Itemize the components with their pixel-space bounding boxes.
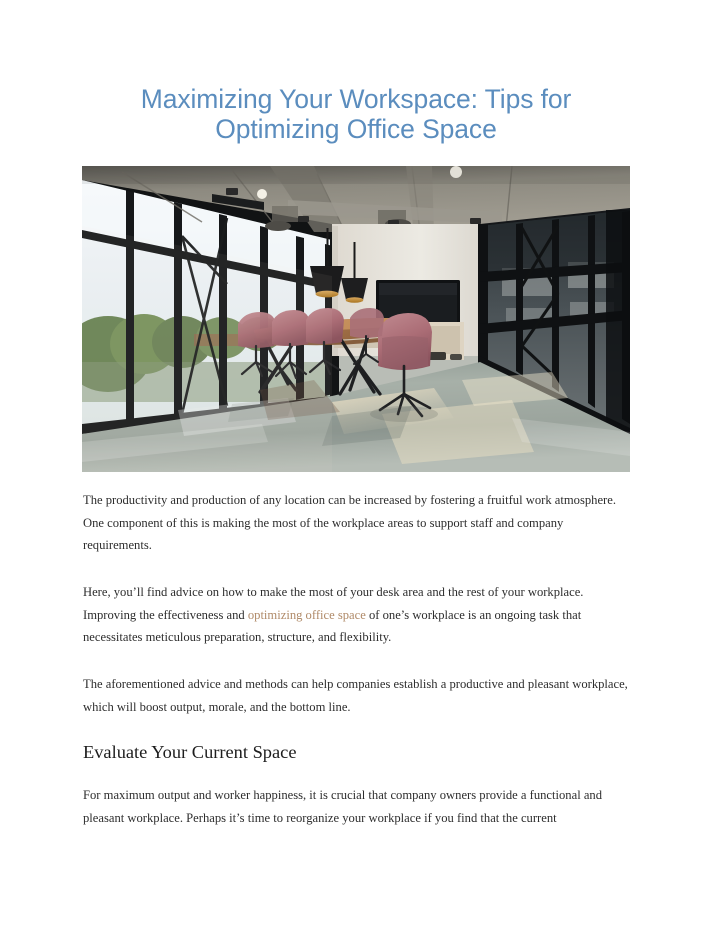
page-title-line-1: Maximizing Your Workspace: Tips for [140,84,572,114]
page-title [82,84,630,144]
paragraph-2-container [83,581,631,649]
paragraph-1: The productivity and production of any location can be increased by fostering a fruitful work atmosphere. One component of this is making the most of the workplace areas to support staff and company requirements. [83,493,616,553]
optimizing-office-space-link[interactable]: optimizing office space [247,607,366,622]
paragraph-4: For maximum output and worker happiness, it is crucial that company owners provide a functional and pleasant workplace. Perhaps it’s time to reorganize your workplace if you find that the current [83,788,603,825]
paragraph-4-container [83,784,631,829]
paragraph-1-container [83,489,631,557]
paragraph-2-text-before-link: Here, you’ll find advice on how to make the most of your desk area and the rest of your workplace. Improving the effectiveness and [83,585,584,622]
paragraph-3-container [83,673,631,718]
section-heading-evaluate-your-current-space: Evaluate Your Current Space [83,742,297,762]
hero-image [82,166,630,472]
paragraph-2-text-after-link: of one’s workplace is an ongoing task that necessitates meticulous preparation, structure, and flexibility. [83,607,582,645]
office-interior-illustration [82,166,630,472]
page-title-line-2: Optimizing Office Space [215,114,497,144]
paragraph-3: The aforementioned advice and methods can help companies establish a productive and pleasant workplace, which will boost output, morale, and the bottom line. [83,677,628,714]
paragraph-2 [83,581,631,649]
